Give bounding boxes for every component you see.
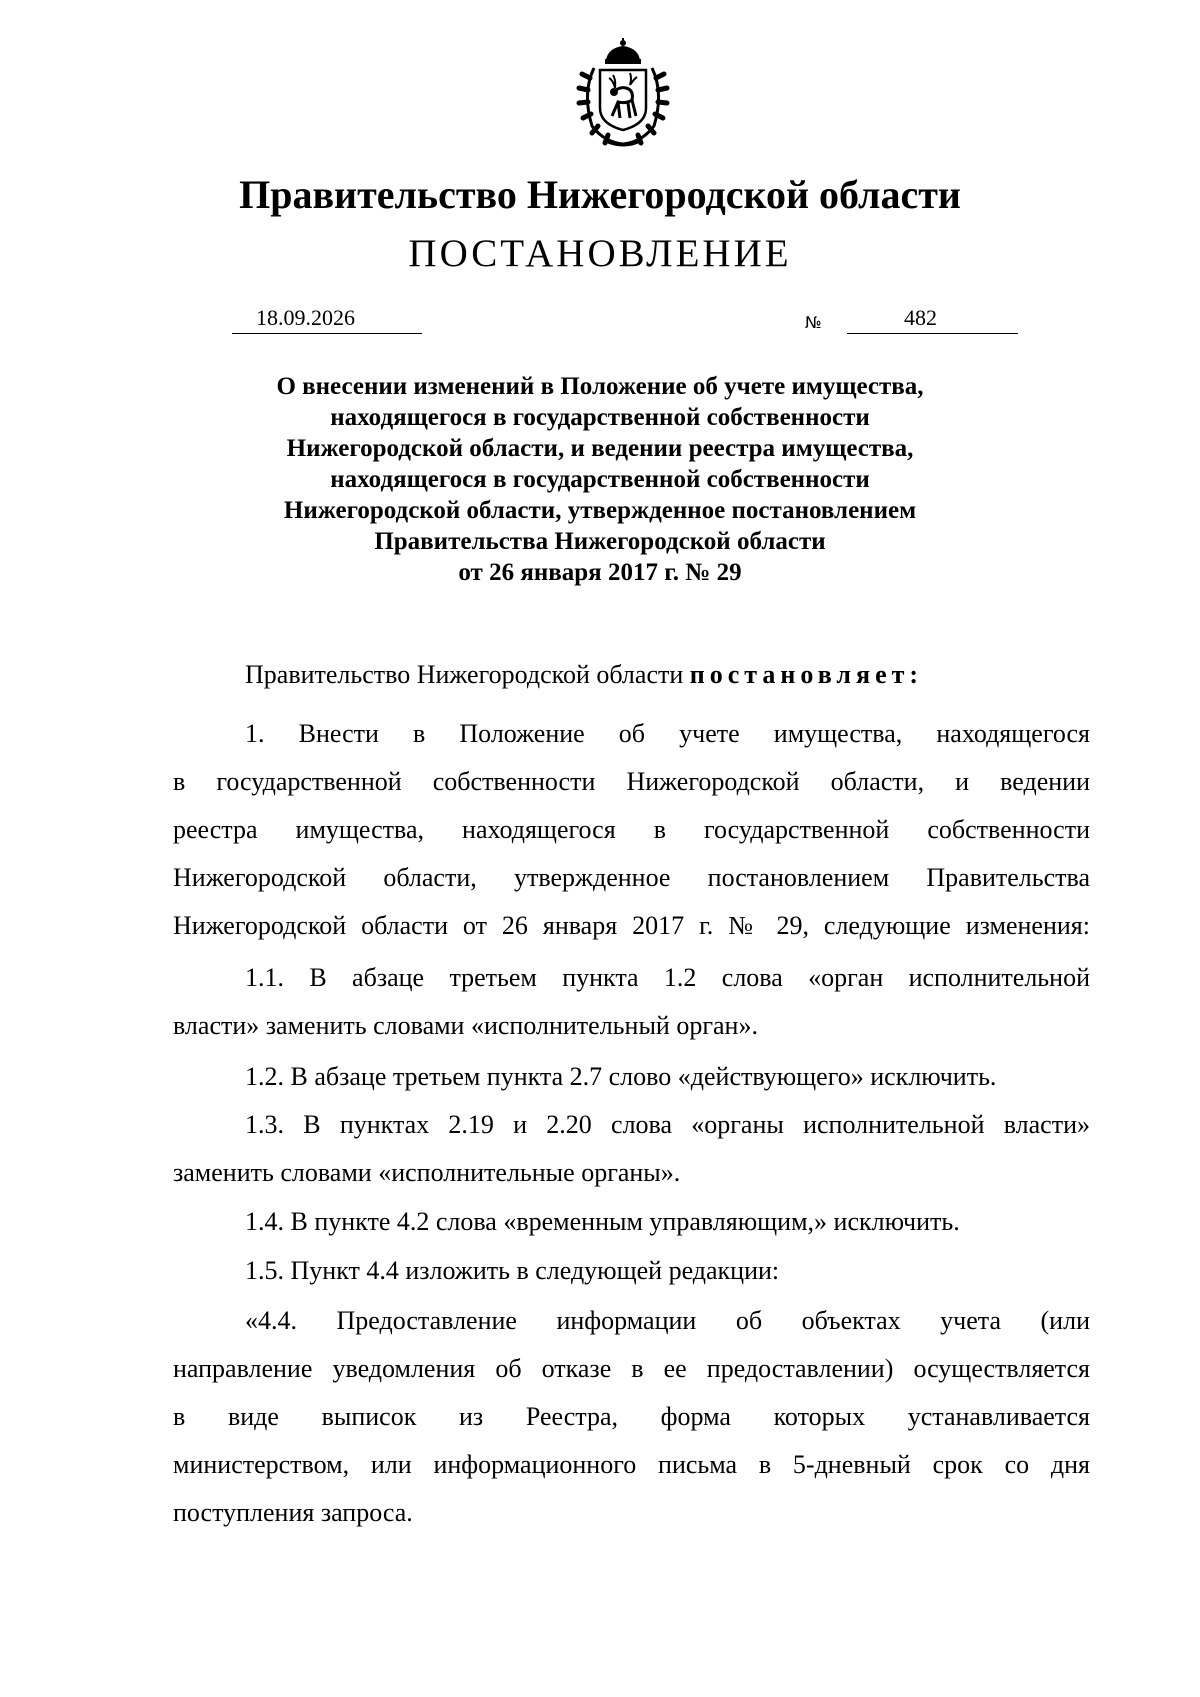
paragraph-1-2 [173,1053,1090,1101]
text-line: 1.5. Пункт 4.4 изложить в следующей редакции: [245,1256,780,1285]
text-line: Нижегородской области от 26 января 2017 г. № 29, следующие изменения: [173,911,1090,940]
text-line: Нижегородской области, утвержденное постановлением Правительства [173,863,1090,892]
title-line: от 26 января 2017 г. № 29 [458,559,742,586]
paragraph-4-4 [173,1297,1090,1537]
text-line: 1.1. В абзаце третьем пункта 1.2 слова «орган исполнительной [245,963,1090,992]
text-line: 1.2. В абзаце третьем пункта 2.7 слово «действующего» исключить. [245,1062,997,1091]
title-line: находящегося в государственной собственности [330,466,870,493]
number-label: № [805,313,822,332]
text-line: реестра имущества, находящегося в государственной собственности [173,815,1090,844]
document-number: 482 [904,305,937,330]
coat-of-arms-emblem [568,38,678,150]
text-line: 1.3. В пунктах 2.19 и 2.20 слова «органы исполнительной власти» [245,1110,1090,1139]
text-line: в виде выписок из Реестра, форма которых устанавливается [173,1402,1090,1431]
date-field [232,305,422,334]
paragraph-1-3 [173,1101,1090,1197]
title-line: О внесении изменений в Положение об учете имущества, [276,373,924,400]
paragraph-1-4 [173,1198,1090,1246]
text-line: 1. Внести в Положение об учете имущества, находящегося [245,719,1090,748]
document-title [200,371,1000,588]
title-line: находящегося в государственной собственности [330,404,870,431]
government-name: Правительство Нижегородской области [239,172,961,217]
decree-word: постановляет: [689,660,924,689]
title-line: Правительства Нижегородской области [374,528,826,555]
text-line: направление уведомления об отказе в ее предоставлении) осуществляется [173,1354,1090,1383]
text-line: министерством, или информационного письма в 5-дневный срок со дня [173,1450,1090,1479]
paragraph-1-5 [173,1247,1090,1295]
preamble-text: Правительство Нижегородской области [245,660,684,689]
document-date: 18.09.2026 [256,305,355,330]
text-line: 1.4. В пункте 4.2 слова «временным управляющим,» исключить. [245,1207,960,1236]
text-line: «4.4. Предоставление информации об объектах учета (или [245,1306,1090,1335]
preamble [173,660,1090,690]
text-line: заменить словами «исполнительные органы». [173,1158,681,1187]
number-field [847,305,1018,334]
document-type: ПОСТАНОВЛЕНИЕ [408,232,792,275]
paragraph-1 [173,710,1090,950]
text-line: в государственной собственности Нижегородской области, и ведении [173,767,1090,796]
text-line: поступления запроса. [173,1498,413,1527]
text-line: власти» заменить словами «исполнительный орган». [173,1011,758,1040]
paragraph-1-1 [173,954,1090,1050]
title-line: Нижегородской области, и ведении реестра имущества, [286,435,914,462]
title-line: Нижегородской области, утвержденное постановлением [283,497,917,524]
